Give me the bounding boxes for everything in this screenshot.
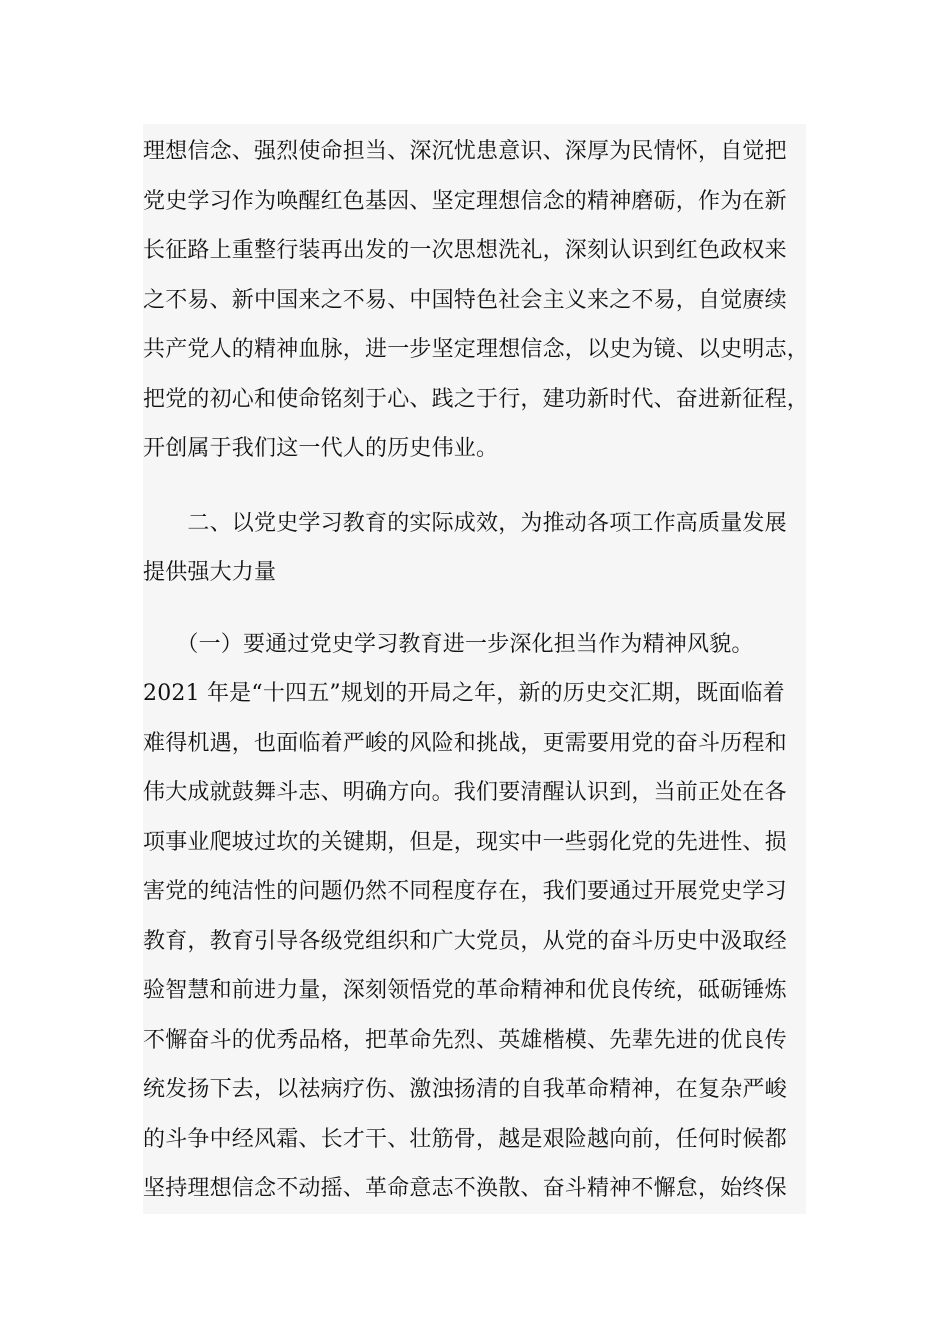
subsection-heading-line: （一）要通过党史学习教育进一步深化担当作为精神风貌。 (143, 632, 754, 657)
paragraph-line: 把党的初心和使命铭刻于心、践之于行，建功新时代、奋进新征程， (143, 387, 810, 412)
section-heading-line: 提供强大力量 (143, 560, 277, 585)
paragraph-line: 2021 年是“十四五”规划的开局之年，新的历史交汇期，既面临着 (143, 681, 785, 706)
paragraph-line: 坚持理想信念不动摇、革命意志不涣散、奋斗精神不懈怠，始终保 (143, 1176, 787, 1201)
paragraph-line: 伟大成就鼓舞斗志、明确方向。我们要清醒认识到，当前正处在各 (143, 780, 787, 805)
paragraph-line: 共产党人的精神血脉，进一步坚定理想信念，以史为镜、以史明志， (143, 337, 810, 362)
paragraph-line: 开创属于我们这一代人的历史伟业。 (143, 436, 499, 461)
paragraph-line: 难得机遇，也面临着严峻的风险和挑战，更需要用党的奋斗历程和 (143, 731, 787, 756)
paragraph-line: 长征路上重整行装再出发的一次思想洗礼，深刻认识到红色政权来 (143, 238, 787, 263)
paragraph-line: 不懈奋斗的优秀品格，把革命先烈、英雄楷模、先辈先进的优良传 (143, 1028, 787, 1053)
paragraph-line: 党史学习作为唤醒红色基因、坚定理想信念的精神磨砺，作为在新 (143, 189, 787, 214)
paragraph-line: 项事业爬坡过坎的关键期，但是，现实中一些弱化党的先进性、损 (143, 830, 787, 855)
section-heading-line: 二、以党史学习教育的实际成效，为推动各项工作高质量发展 (143, 511, 787, 536)
paragraph-line: 教育，教育引导各级党组织和广大党员，从党的奋斗历史中汲取经 (143, 929, 787, 954)
paragraph-line: 理想信念、强烈使命担当、深沉忧患意识、深厚为民情怀，自觉把 (143, 139, 787, 164)
paragraph-line: 的斗争中经风霜、长才干、壮筋骨，越是艰险越向前，任何时候都 (143, 1127, 787, 1152)
paragraph-line: 统发扬下去，以祛病疗伤、激浊扬清的自我革命精神，在复杂严峻 (143, 1077, 787, 1102)
paragraph-line: 害党的纯洁性的问题仍然不同程度存在，我们要通过开展党史学习 (143, 879, 787, 904)
paragraph-line: 验智慧和前进力量，深刻领悟党的革命精神和优良传统，砥砺锤炼 (143, 978, 787, 1003)
paragraph-line: 之不易、新中国来之不易、中国特色社会主义来之不易，自觉赓续 (143, 288, 787, 313)
